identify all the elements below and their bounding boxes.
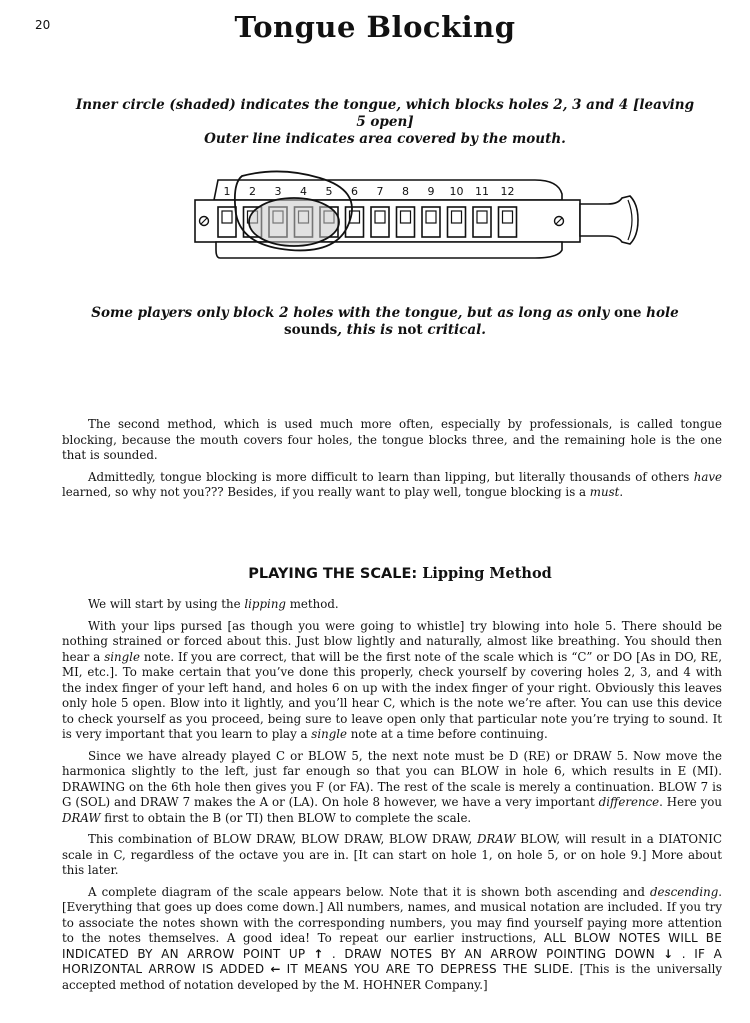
bottom-caption-text: , this is (337, 322, 398, 338)
bottom-caption-text: Some players only block 2 holes with the tongue, but as long as only (91, 305, 615, 321)
harmonica-bottom-cover (216, 242, 562, 258)
top-caption-line1: Inner circle (shaded) indicates the tongue, which blocks holes 2, 3 and 4 [leaving 5 open] (75, 97, 695, 130)
top-caption-line2: Outer line indicates area covered by the mouth. (204, 131, 566, 147)
scale-paragraph: This combination of BLOW DRAW, BLOW DRAW, BLOW DRAW, DRAW BLOW, will result in a DIATONIC scale in C, regardless of the octave you are in. [It can start on hole 1, on hole 5, or on hole 9.] More about this later. (62, 832, 722, 877)
bottom-caption-emphasis-one: one (614, 305, 642, 321)
hole-number-label: 2 (249, 185, 256, 198)
hole-number-label: 10 (449, 185, 464, 198)
intro-paragraph: Admittedly, tongue blocking is more difficult to learn than lipping, but literally thousands of others have learned, so why not you??? Besides, if you really want to play well, tongue blocking is a must. (62, 469, 722, 499)
arrow-left-icon: ← (270, 962, 281, 976)
intro-paragraphs (62, 417, 722, 507)
hole-number-label: 8 (402, 185, 409, 198)
intro-paragraph: The second method, which is used much more often, especially by professionals, is called tongue blocking, because the mouth covers four holes, the tongue blocks three, and the remaining hole is the one that is sounded. (62, 417, 722, 462)
bottom-caption-text: hole (641, 305, 679, 321)
section-heading: PLAYING THE SCALE: Lipping Method (248, 565, 552, 582)
scale-paragraph: Since we have already played C or BLOW 5, the next note must be D (RE) or DRAW 5. Now move the harmonica slightly to the left, just far enough so that you can BLOW in hole 6, which results in E (MI). DRAWING on the 6th hole then gives you F (or FA). The rest of the scale is merely a continuation. BLOW 7 is G (SOL) and DRAW 7 makes the A or (LA). On hole 8 however, we have a very important difference. Here you DRAW first to obtain the B (or TI) then BLOW to complete the scale. (62, 748, 722, 825)
hole-number-label: 1 (223, 185, 231, 198)
hole-number-label: 7 (376, 185, 384, 198)
tongue-circle-icon (249, 198, 339, 246)
scale-paragraph: We will start by using the lipping method. (88, 597, 339, 611)
harmonica-diagram (190, 170, 650, 265)
scale-paragraph: A complete diagram of the scale appears below. Note that it is shown both ascending and descending. [Everything that goes up does come down.] All numbers, names, and musical notation are included. If you try to associate the notes shown with the corresponding numbers, you may find yourself paying more attention to the notes themselves. A good idea! To repeat our earlier instructions, ALL BLOW NOTES WILL BE INDICATED BY AN ARROW POINT UP ↑ . DRAW NOTES BY AN ARROW POINTING DOWN ↓ . IF A HORIZONTAL ARROW IS ADDED ← IT MEANS YOU ARE TO DEPRESS THE SLIDE. [This is the universally accepted method of notation developed by the M. HOHNER Company.] (62, 884, 723, 992)
bottom-caption-emphasis-sounds: sounds (284, 322, 338, 338)
bottom-caption (70, 305, 700, 339)
hole-number-label: 6 (351, 185, 358, 198)
scale-paragraph: With your lips pursed [as though you were going to whistle] try blowing into hole 5. There should be nothing strained or forced about this. Just blow lightly and naturally, almost like breathing. You should then hear a single note. If you are correct, that will be the first note of the scale which is “C” or DO [As in DO, RE, MI, etc.]. To make certain that you’ve done this properly, check yourself by covering holes 2, 3, and 4 with the index finger of your left hand, and holes 6 on up with the index finger of your right. Obviously this leaves only hole 5 open. Blow into it lightly, and you’ll hear C, which is the note we’re after. You can use this device to check yourself as you proceed, being sure to leave open only that particular note you’re trying to sound. It is very important that you learn to play a single note at a time before continuing. (62, 618, 722, 741)
hole-number-label: 3 (274, 185, 282, 198)
top-caption (70, 97, 700, 148)
bottom-caption-text: critical. (422, 322, 486, 338)
hole-number-label: 11 (475, 185, 489, 198)
hole-number-label: 5 (325, 185, 333, 198)
arrow-down-icon: ↓ (663, 946, 674, 961)
hole-number-label: 9 (427, 185, 435, 198)
arrow-up-icon: ↑ (313, 946, 324, 961)
scale-paragraphs (62, 597, 722, 999)
hole-number-label: 12 (500, 185, 515, 198)
page-number: 20 (35, 18, 51, 32)
bottom-caption-emphasis-not: not (397, 322, 423, 338)
page-title: Tongue Blocking (234, 10, 516, 44)
hole-number-label: 4 (300, 185, 307, 198)
